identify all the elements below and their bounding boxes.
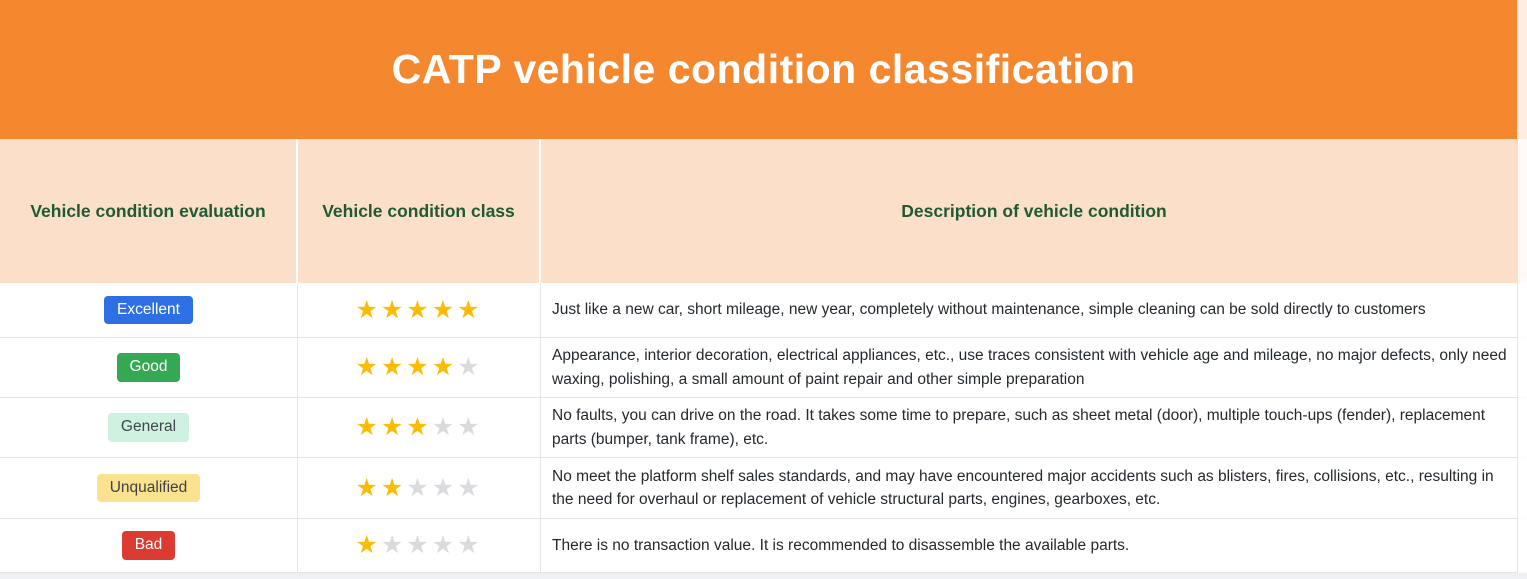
class-cell [298, 283, 541, 337]
evaluation-cell [0, 519, 298, 572]
condition-description: Just like a new car, short mileage, new year, completely without maintenance, simple cleaning can be sold directly to customers [552, 301, 1426, 319]
star-icon: ★ [406, 295, 432, 324]
horizontal-scrollbar[interactable] [0, 573, 1527, 579]
description-cell [541, 338, 1527, 397]
title-banner [0, 0, 1527, 139]
evaluation-cell [0, 338, 298, 397]
condition-description: There is no transaction value. It is recommended to disassemble the available parts. [552, 536, 1130, 554]
star-icon: ★ [431, 353, 458, 381]
star-icon: ★ [431, 413, 458, 441]
star-icon: ★ [431, 531, 458, 559]
star-icon: ★ [431, 473, 458, 502]
table-row [0, 398, 1527, 458]
star-icon: ★ [406, 531, 432, 559]
star-rating [355, 355, 482, 380]
star-icon: ★ [355, 353, 381, 381]
star-icon: ★ [457, 295, 483, 324]
star-icon: ★ [457, 353, 483, 381]
table-row [0, 338, 1527, 398]
star-icon: ★ [380, 353, 407, 381]
star-rating [355, 415, 482, 440]
class-cell [298, 519, 541, 572]
star-icon: ★ [457, 531, 483, 559]
table-header-row [0, 139, 1527, 283]
evaluation-badge: Unqualified [97, 474, 201, 503]
table-row [0, 283, 1527, 338]
description-cell [541, 519, 1527, 572]
table-row [0, 519, 1527, 573]
page-title: CATP vehicle condition classification [391, 46, 1136, 92]
table-row [0, 458, 1527, 519]
star-icon: ★ [406, 353, 432, 381]
condition-description: No faults, you can drive on the road. It takes some time to prepare, such as sheet metal (door), multiple touch-ups (fender), replacement parts (bumper, tank frame), etc. [552, 407, 1486, 448]
star-icon: ★ [457, 413, 483, 441]
condition-description: No meet the platform shelf sales standards, and may have encountered major accidents such as blisters, fires, collisions, etc., resulting in the need for overhaul or replacement of vehicle structural parts, engines, gearboxes, etc. [552, 467, 1494, 508]
evaluation-badge: General [108, 413, 189, 442]
evaluation-badge: Bad [122, 531, 176, 560]
star-rating [355, 295, 483, 324]
star-icon: ★ [380, 295, 407, 324]
description-cell [541, 398, 1527, 457]
star-icon: ★ [431, 295, 458, 324]
star-rating [355, 533, 482, 558]
vertical-scrollbar[interactable] [1517, 0, 1527, 573]
evaluation-badge: Good [117, 353, 181, 382]
evaluation-cell [0, 283, 298, 337]
star-icon: ★ [380, 413, 407, 441]
condition-description: Appearance, interior decoration, electrical appliances, etc., use traces consistent with vehicle age and mileage, no major defects, only need waxing, polishing, a small amount of paint repair and other simple preparation [552, 347, 1507, 388]
column-header-class: Vehicle condition class [298, 139, 541, 283]
class-cell [298, 338, 541, 397]
description-cell [541, 283, 1527, 337]
column-header-description: Description of vehicle condition [901, 200, 1167, 221]
star-icon: ★ [355, 473, 381, 502]
description-cell [541, 458, 1527, 518]
star-icon: ★ [380, 531, 407, 559]
star-icon: ★ [355, 295, 381, 324]
star-rating [355, 473, 483, 502]
classification-table [0, 139, 1527, 573]
evaluation-cell [0, 398, 298, 457]
table-body [0, 283, 1527, 573]
star-icon: ★ [406, 473, 432, 502]
column-header-evaluation: Vehicle condition evaluation [0, 139, 298, 283]
evaluation-cell [0, 458, 298, 518]
class-cell [298, 398, 541, 457]
star-icon: ★ [457, 473, 483, 502]
star-icon: ★ [406, 413, 432, 441]
star-icon: ★ [380, 473, 407, 502]
star-icon: ★ [355, 413, 381, 441]
evaluation-badge: Excellent [104, 296, 193, 325]
class-cell [298, 458, 541, 518]
star-icon: ★ [355, 531, 381, 559]
